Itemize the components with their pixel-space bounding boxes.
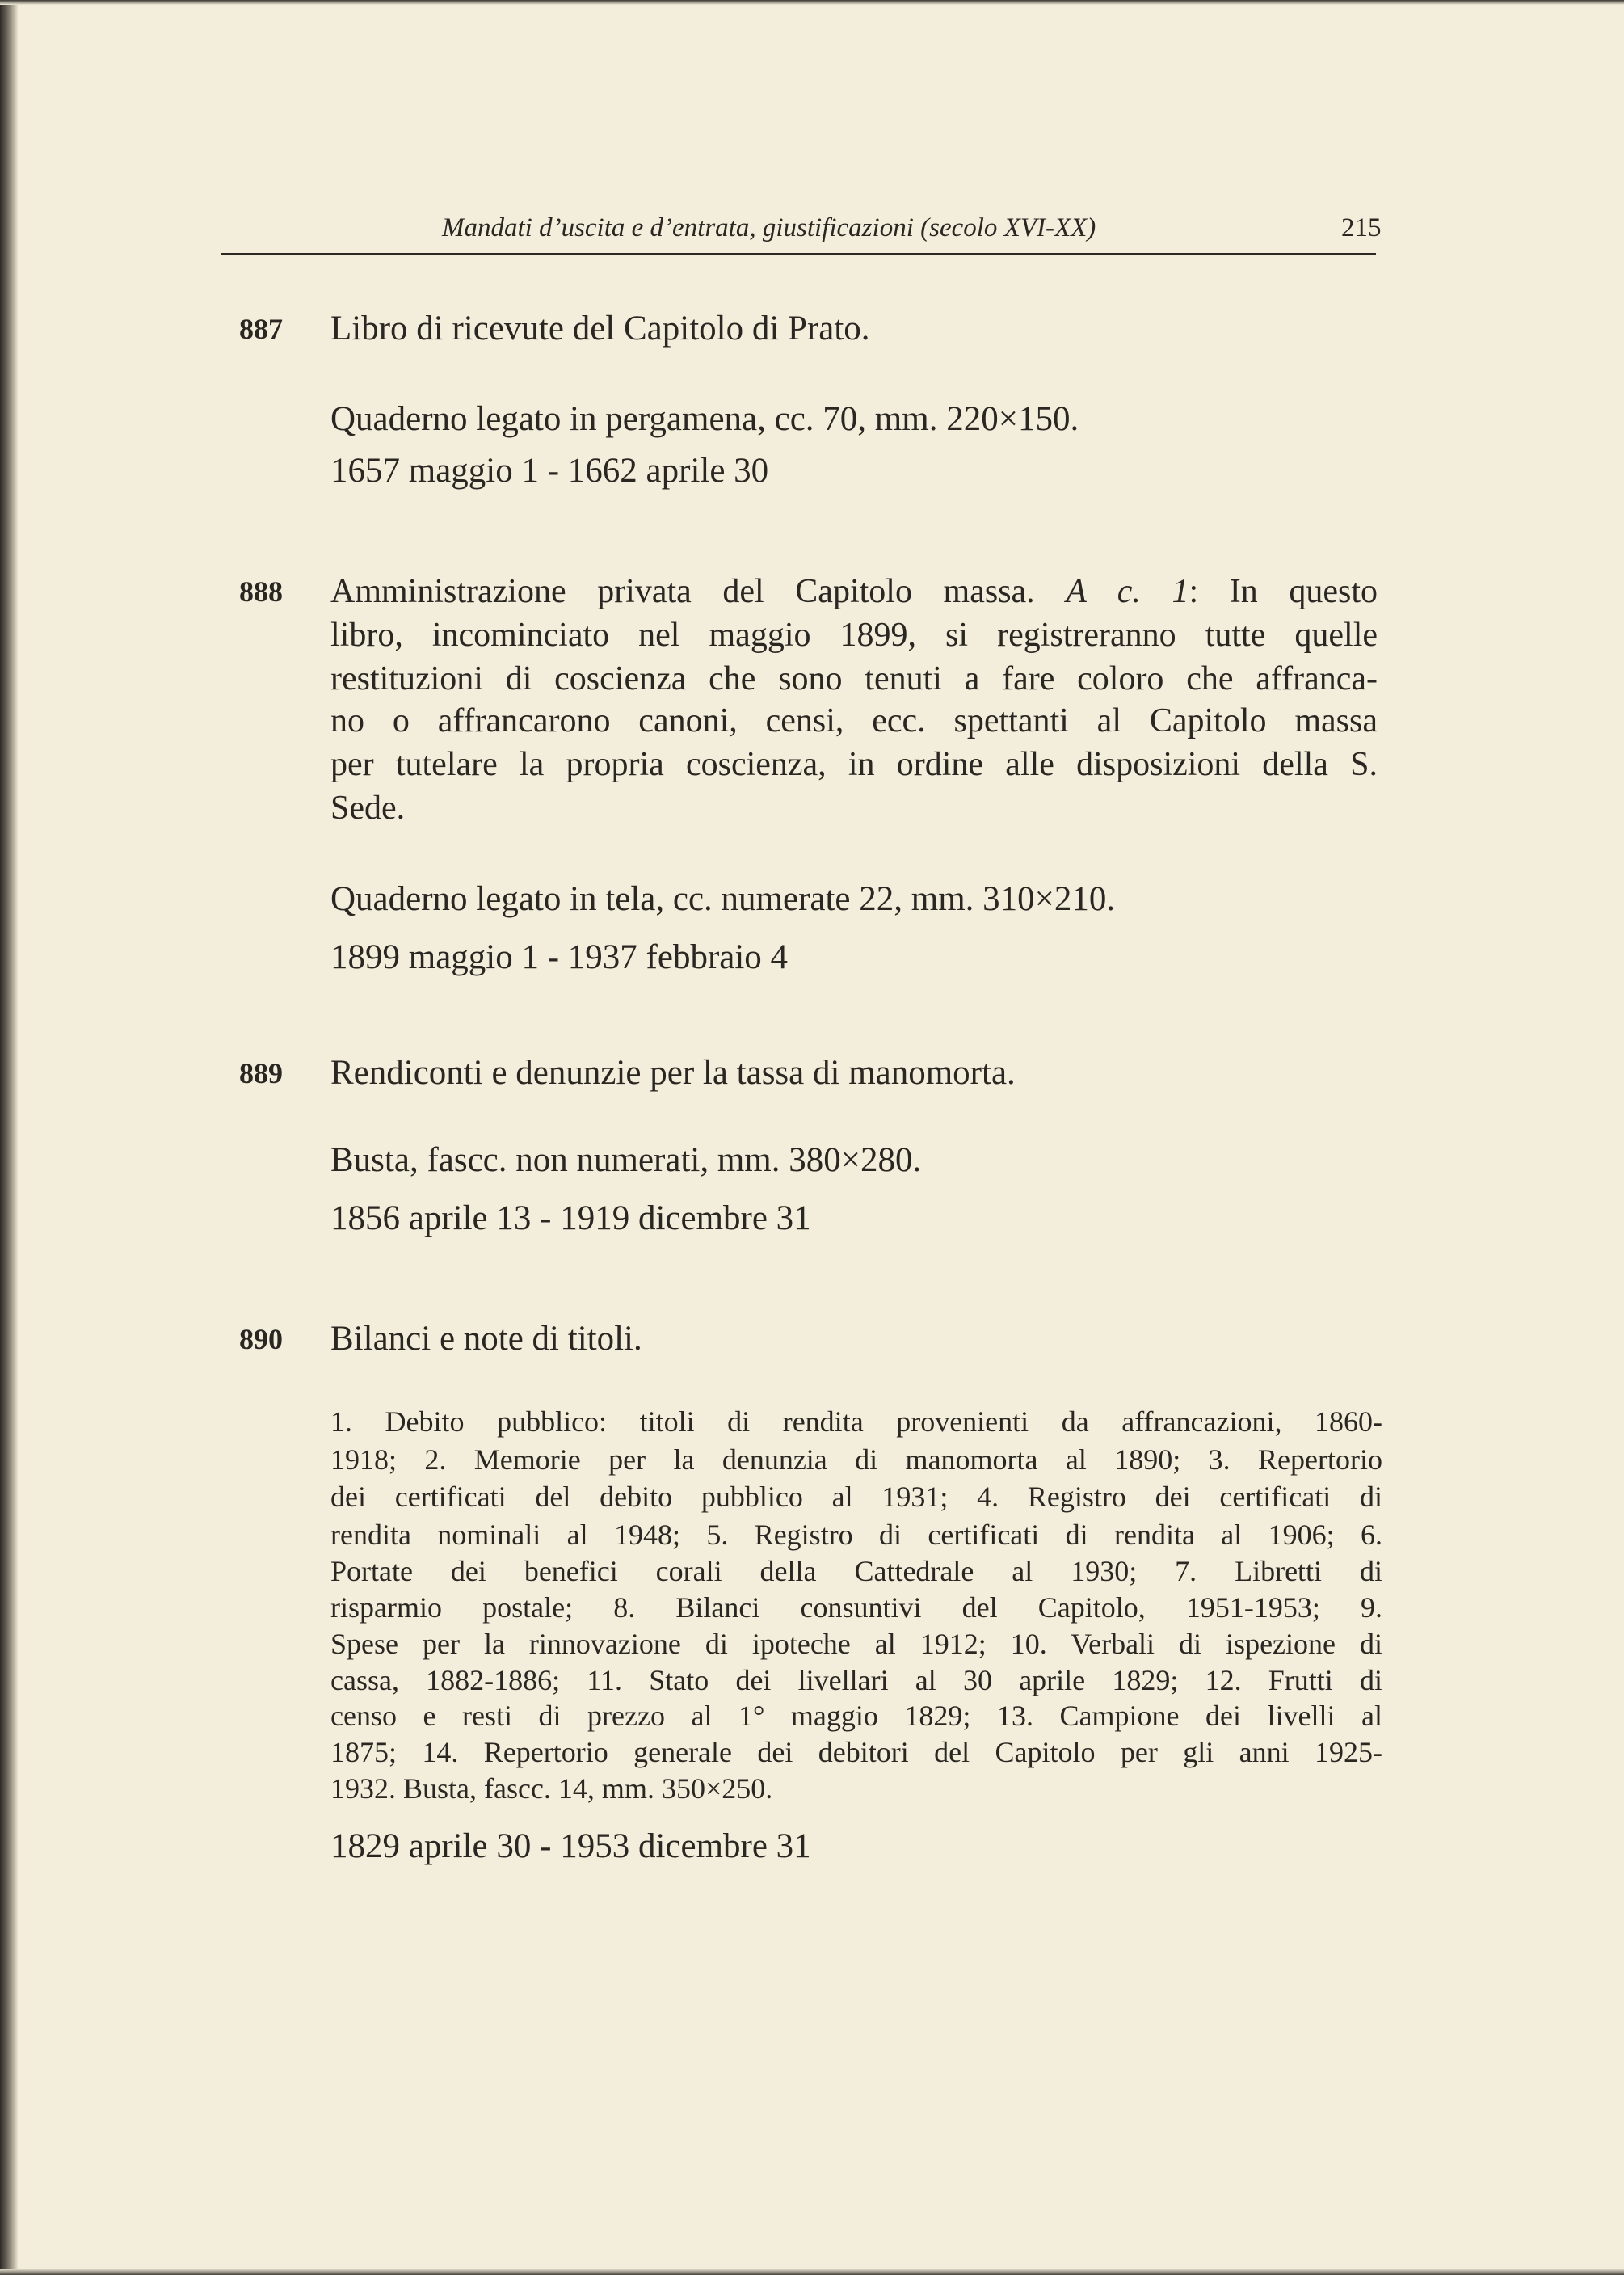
header-rule — [221, 253, 1376, 255]
title-text: : In questo — [1189, 573, 1378, 610]
scan-edge-top — [0, 0, 1624, 5]
scan-edge — [0, 0, 18, 2275]
entry-description: Busta, fascc. non numerati, mm. 380×280. — [330, 1141, 922, 1179]
entry-title: Bilanci e note di titoli. — [330, 1320, 642, 1358]
entry-description: Quaderno legato in tela, cc. numerate 22, mm. 310×210. — [330, 880, 1116, 918]
entry-title-line: no o affrancarono canoni, censi, ecc. spettanti al Capitolo massa — [330, 702, 1378, 739]
contents-line: Spese per la rinnovazione di ipoteche al 1912; 10. Verbali di ispezione di — [330, 1628, 1382, 1660]
contents-line: 1932. Busta, fascc. 14, mm. 350×250. — [330, 1772, 773, 1805]
entry-dates: 1899 maggio 1 - 1937 febbraio 4 — [330, 938, 789, 976]
entry-number: 888 — [239, 575, 283, 608]
contents-line: dei certificati del debito pubblico al 1931; 4. Registro dei certificati di — [330, 1481, 1382, 1513]
entry-title: Rendiconti e denunzie per la tassa di manomorta. — [330, 1054, 1016, 1092]
contents-line: rendita nominali al 1948; 5. Registro di certificati di rendita al 1906; 6. — [330, 1519, 1382, 1551]
entry-dates: 1856 aprile 13 - 1919 dicembre 31 — [330, 1199, 811, 1237]
contents-line: 1875; 14. Repertorio generale dei debitori del Capitolo per gli anni 1925- — [330, 1736, 1382, 1768]
entry-dates: 1829 aprile 30 - 1953 dicembre 31 — [330, 1827, 811, 1865]
entry-title-line — [330, 570, 1378, 613]
entry-title-line: per tutelare la propria coscienza, in ordine alle disposizioni della S. — [330, 746, 1378, 783]
entry-title-line: libro, incominciato nel maggio 1899, si registreranno tutte quelle — [330, 617, 1378, 654]
contents-line: risparmio postale; 8. Bilanci consuntivi del Capitolo, 1951-1953; 9. — [330, 1591, 1382, 1624]
entry-number: 889 — [239, 1057, 283, 1089]
scan-edge-bottom — [0, 2269, 1624, 2275]
entry-title-line: Sede. — [330, 790, 406, 827]
title-text: Amministrazione privata del Capitolo massa. — [330, 573, 1067, 610]
contents-line: censo e resti di prezzo al 1° maggio 1829; 13. Campione dei livelli al — [330, 1700, 1382, 1732]
running-title: Mandati d’uscita e d’entrata, giustificazioni (secolo XVI-XX) — [442, 213, 1096, 242]
contents-line: 1. Debito pubblico: titoli di rendita provenienti da affrancazioni, 1860- — [330, 1405, 1382, 1438]
page-number: 215 — [1341, 213, 1382, 242]
entry-title: Libro di ricevute del Capitolo di Prato. — [330, 310, 870, 348]
entry-number: 890 — [239, 1323, 283, 1355]
entry-number: 887 — [239, 313, 283, 345]
entry-title-line: restituzioni di coscienza che sono tenuti a fare coloro che affranca- — [330, 660, 1378, 697]
contents-line: 1918; 2. Memorie per la denunzia di manomorta al 1890; 3. Repertorio — [330, 1443, 1382, 1476]
contents-line: cassa, 1882-1886; 11. Stato dei livellari al 30 aprile 1829; 12. Frutti di — [330, 1664, 1382, 1696]
entry-dates: 1657 maggio 1 - 1662 aprile 30 — [330, 452, 769, 490]
entry-description: Quaderno legato in pergamena, cc. 70, mm. 220×150. — [330, 400, 1079, 438]
contents-line: Portate dei benefici corali della Cattedrale al 1930; 7. Libretti di — [330, 1555, 1382, 1587]
folio-reference: A c. 1 — [1066, 573, 1189, 610]
